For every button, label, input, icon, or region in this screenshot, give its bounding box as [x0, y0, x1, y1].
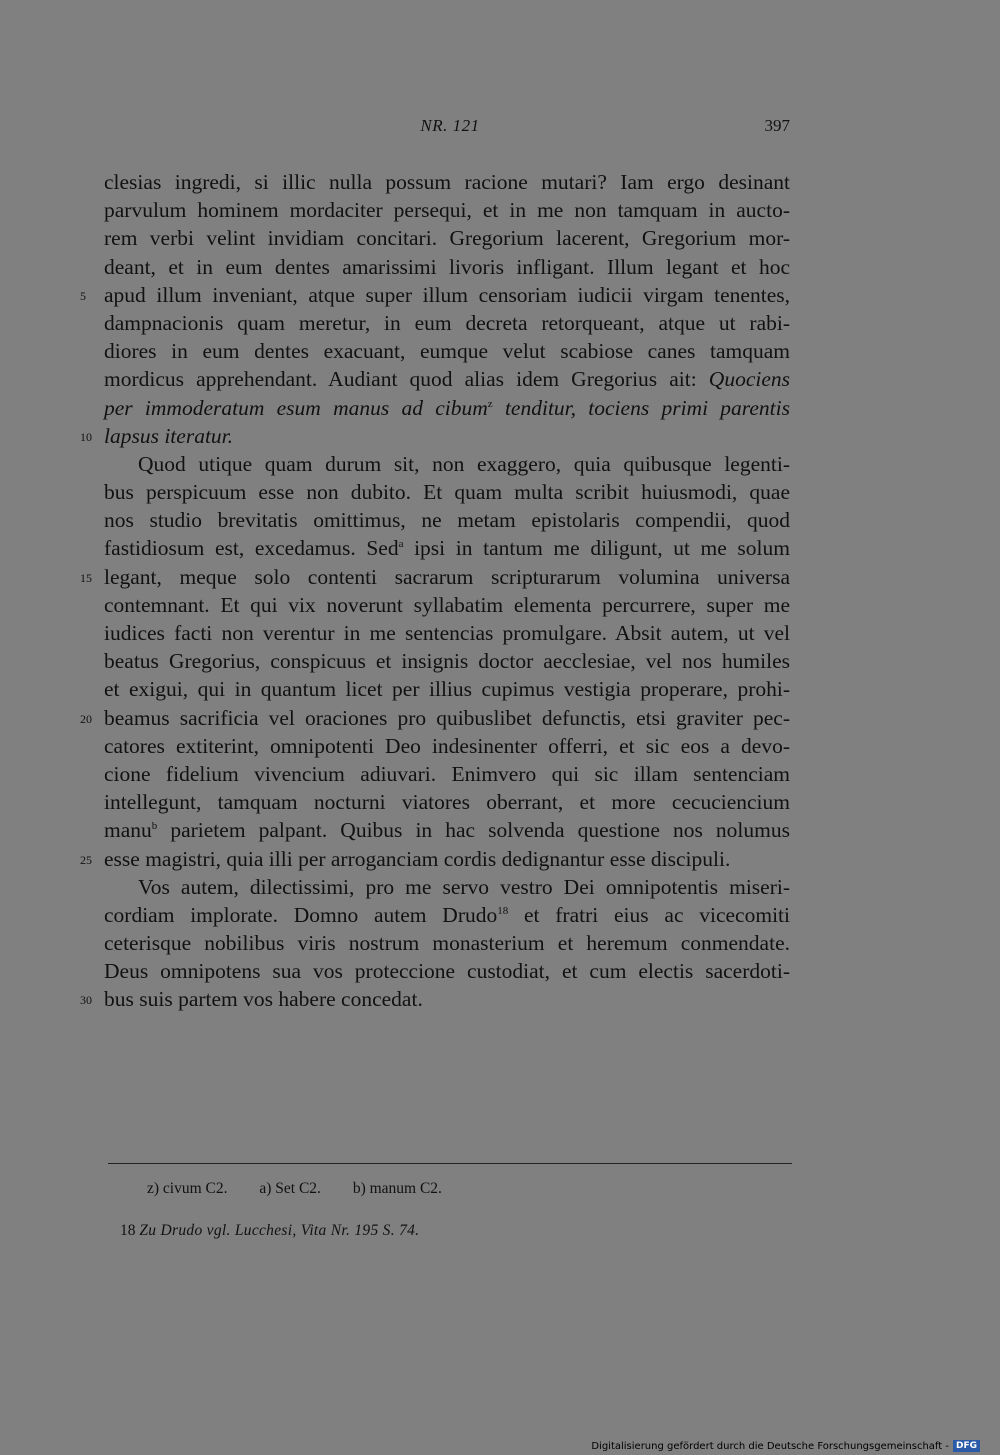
- text-line: [104, 788, 790, 816]
- line-text: Deus omnipotens sua vos proteccione custodiat, et cum electis sacerdoti-: [104, 959, 790, 984]
- line-text: iudices facti non verentur in me sentencias promulgare. Absit autem, ut vel: [104, 621, 790, 645]
- line-text: cione fidelium vivencium adiuvari. Enimvero qui sic illam sentenciam: [104, 761, 790, 786]
- line-text: fastidiosum est, excedamus. Sed: [104, 536, 399, 561]
- text-line: [104, 478, 790, 506]
- line-text: apud illum inveniant, atque super illum censoriam iudicii virgam tenentes,: [104, 282, 790, 307]
- main-text: [80, 168, 790, 1014]
- text-line: [104, 732, 790, 760]
- text-line: [104, 337, 790, 365]
- line-text: manu: [104, 818, 152, 843]
- line-text: Quod utique quam durum sit, non exaggero, quia quibusque legenti-: [138, 451, 790, 476]
- text-line: [80, 985, 790, 1013]
- text-line: [104, 675, 790, 703]
- footer-credit: Digitalisierung gefördert durch die Deutsche Forschungsgemeinschaft -: [591, 1440, 949, 1452]
- quotation-text: tenditur, tociens primi parentis: [492, 395, 790, 420]
- text-line: [104, 196, 790, 224]
- page-number: 397: [764, 116, 790, 135]
- line-text: Vos autem, dilectissimi, pro me servo vestro Dei omnipotentis miseri-: [138, 874, 790, 899]
- line-text: esse magistri, quia illi per arroganciam cordis dedignantur esse discipuli.: [104, 846, 731, 871]
- critical-note: b) manum C2.: [352, 1180, 442, 1197]
- line-text: deant, et in eum dentes amarissimi livoris infligant. Illum legant et hoc: [104, 254, 790, 279]
- line-text: et exigui, qui in quantum licet per illius cupimus vestigia properare, prohi-: [104, 677, 790, 702]
- line-text: beatus Gregorius, conspicuus et insignis doctor aecclesiae, vel nos humiles: [104, 649, 790, 674]
- line-text: mordicus apprehendant. Audiant quod alias idem Gregorius ait:: [104, 367, 709, 392]
- line-number: 10: [80, 429, 92, 444]
- footnote-marker: a: [398, 538, 404, 551]
- line-text: bus suis partem vos habere concedat.: [104, 987, 423, 1012]
- text-line: [104, 901, 790, 929]
- text-line: [104, 591, 790, 619]
- running-header-title: NR. 121: [420, 116, 480, 135]
- line-number: 15: [80, 570, 92, 585]
- line-text: nos studio brevitatis omittimus, ne metam epistolaris compendii, quod: [104, 508, 790, 533]
- text-line: [104, 450, 790, 478]
- quotation-text: lapsus iteratur.: [104, 423, 234, 448]
- line-text: parietem palpant. Quibus in hac solvenda questione nos nolumus: [157, 818, 790, 843]
- line-number: 30: [80, 993, 92, 1008]
- line-text: diores in eum dentes exacuant, eumque velut scabiose canes tamquam: [104, 339, 790, 364]
- text-line: [80, 704, 790, 732]
- line-text: bus perspicuum esse non dubito. Et quam multa scribit huiusmodi, quae: [104, 480, 790, 505]
- text-line: [104, 816, 790, 844]
- critical-note: z) civum C2.: [147, 1180, 228, 1197]
- line-number: 25: [80, 852, 92, 867]
- critical-apparatus: [147, 1180, 470, 1198]
- text-line: [80, 281, 790, 309]
- dfg-logo-icon: DFG: [953, 1440, 980, 1452]
- line-text: intellegunt, tamquam nocturni viatores oberrant, et more cecuciencium: [104, 790, 790, 815]
- text-line: [104, 873, 790, 901]
- text-line: [104, 365, 790, 393]
- line-text: et fratri eius ac vicecomiti: [508, 902, 790, 927]
- text-line: [104, 619, 790, 647]
- text-line: [104, 168, 790, 196]
- text-line: [104, 394, 790, 422]
- text-line: [104, 929, 790, 957]
- line-text: cordiam implorate. Domno autem Drudo: [104, 902, 498, 927]
- text-line: [104, 647, 790, 675]
- line-text: catores extiterint, omnipotenti Deo indesinenter offerri, et sic eos a devo-: [104, 733, 790, 758]
- line-number: 5: [80, 288, 86, 303]
- footnote-marker: b: [151, 820, 158, 833]
- text-line: [104, 760, 790, 788]
- text-line: [104, 534, 790, 562]
- commentary-note: [120, 1222, 419, 1240]
- line-text: rem verbi velint invidiam concitari. Gregorium lacerent, Gregorium mor-: [104, 226, 790, 251]
- commentary-number: 18: [120, 1222, 136, 1239]
- footnote-divider: [108, 1163, 792, 1164]
- footnote-marker: z: [487, 397, 493, 410]
- text-line: [80, 845, 790, 873]
- line-text: legant, meque solo contenti sacrarum scripturarum volumina universa: [104, 564, 790, 589]
- quotation-text: per immoderatum esum manus ad cibum: [104, 395, 488, 420]
- text-line: [104, 957, 790, 985]
- text-line: [104, 253, 790, 281]
- line-text: ipsi in tantum me diligunt, ut me solum: [403, 536, 790, 561]
- line-number: 20: [80, 711, 92, 726]
- commentary-text: Zu Drudo vgl. Lucchesi, Vita Nr. 195 S. 74.: [139, 1222, 420, 1239]
- line-text: ceterisque nobilibus viris nostrum monasterium et heremum conmendate.: [104, 931, 790, 956]
- text-line: [80, 563, 790, 591]
- quotation-text: Quociens: [708, 367, 790, 392]
- text-line: [104, 224, 790, 252]
- text-line: [104, 309, 790, 337]
- text-line: [104, 506, 790, 534]
- footnote-marker: 18: [497, 904, 509, 917]
- critical-note: a) Set C2.: [259, 1180, 321, 1197]
- text-line: [80, 422, 790, 450]
- line-text: dampnacionis quam meretur, in eum decreta retorqueant, atque ut rabi-: [104, 310, 790, 335]
- line-text: clesias ingredi, si illic nulla possum racione mutari? Iam ergo desinant: [104, 170, 790, 194]
- line-text: parvulum hominem mordaciter persequi, et in me non tamquam in aucto-: [104, 198, 790, 223]
- line-text: beamus sacrificia vel oraciones pro quibuslibet defunctis, etsi graviter pec-: [104, 705, 790, 730]
- line-text: contemnant. Et qui vix noverunt syllabatim elementa percurrere, super me: [104, 592, 790, 617]
- digitization-footer: [591, 1439, 980, 1453]
